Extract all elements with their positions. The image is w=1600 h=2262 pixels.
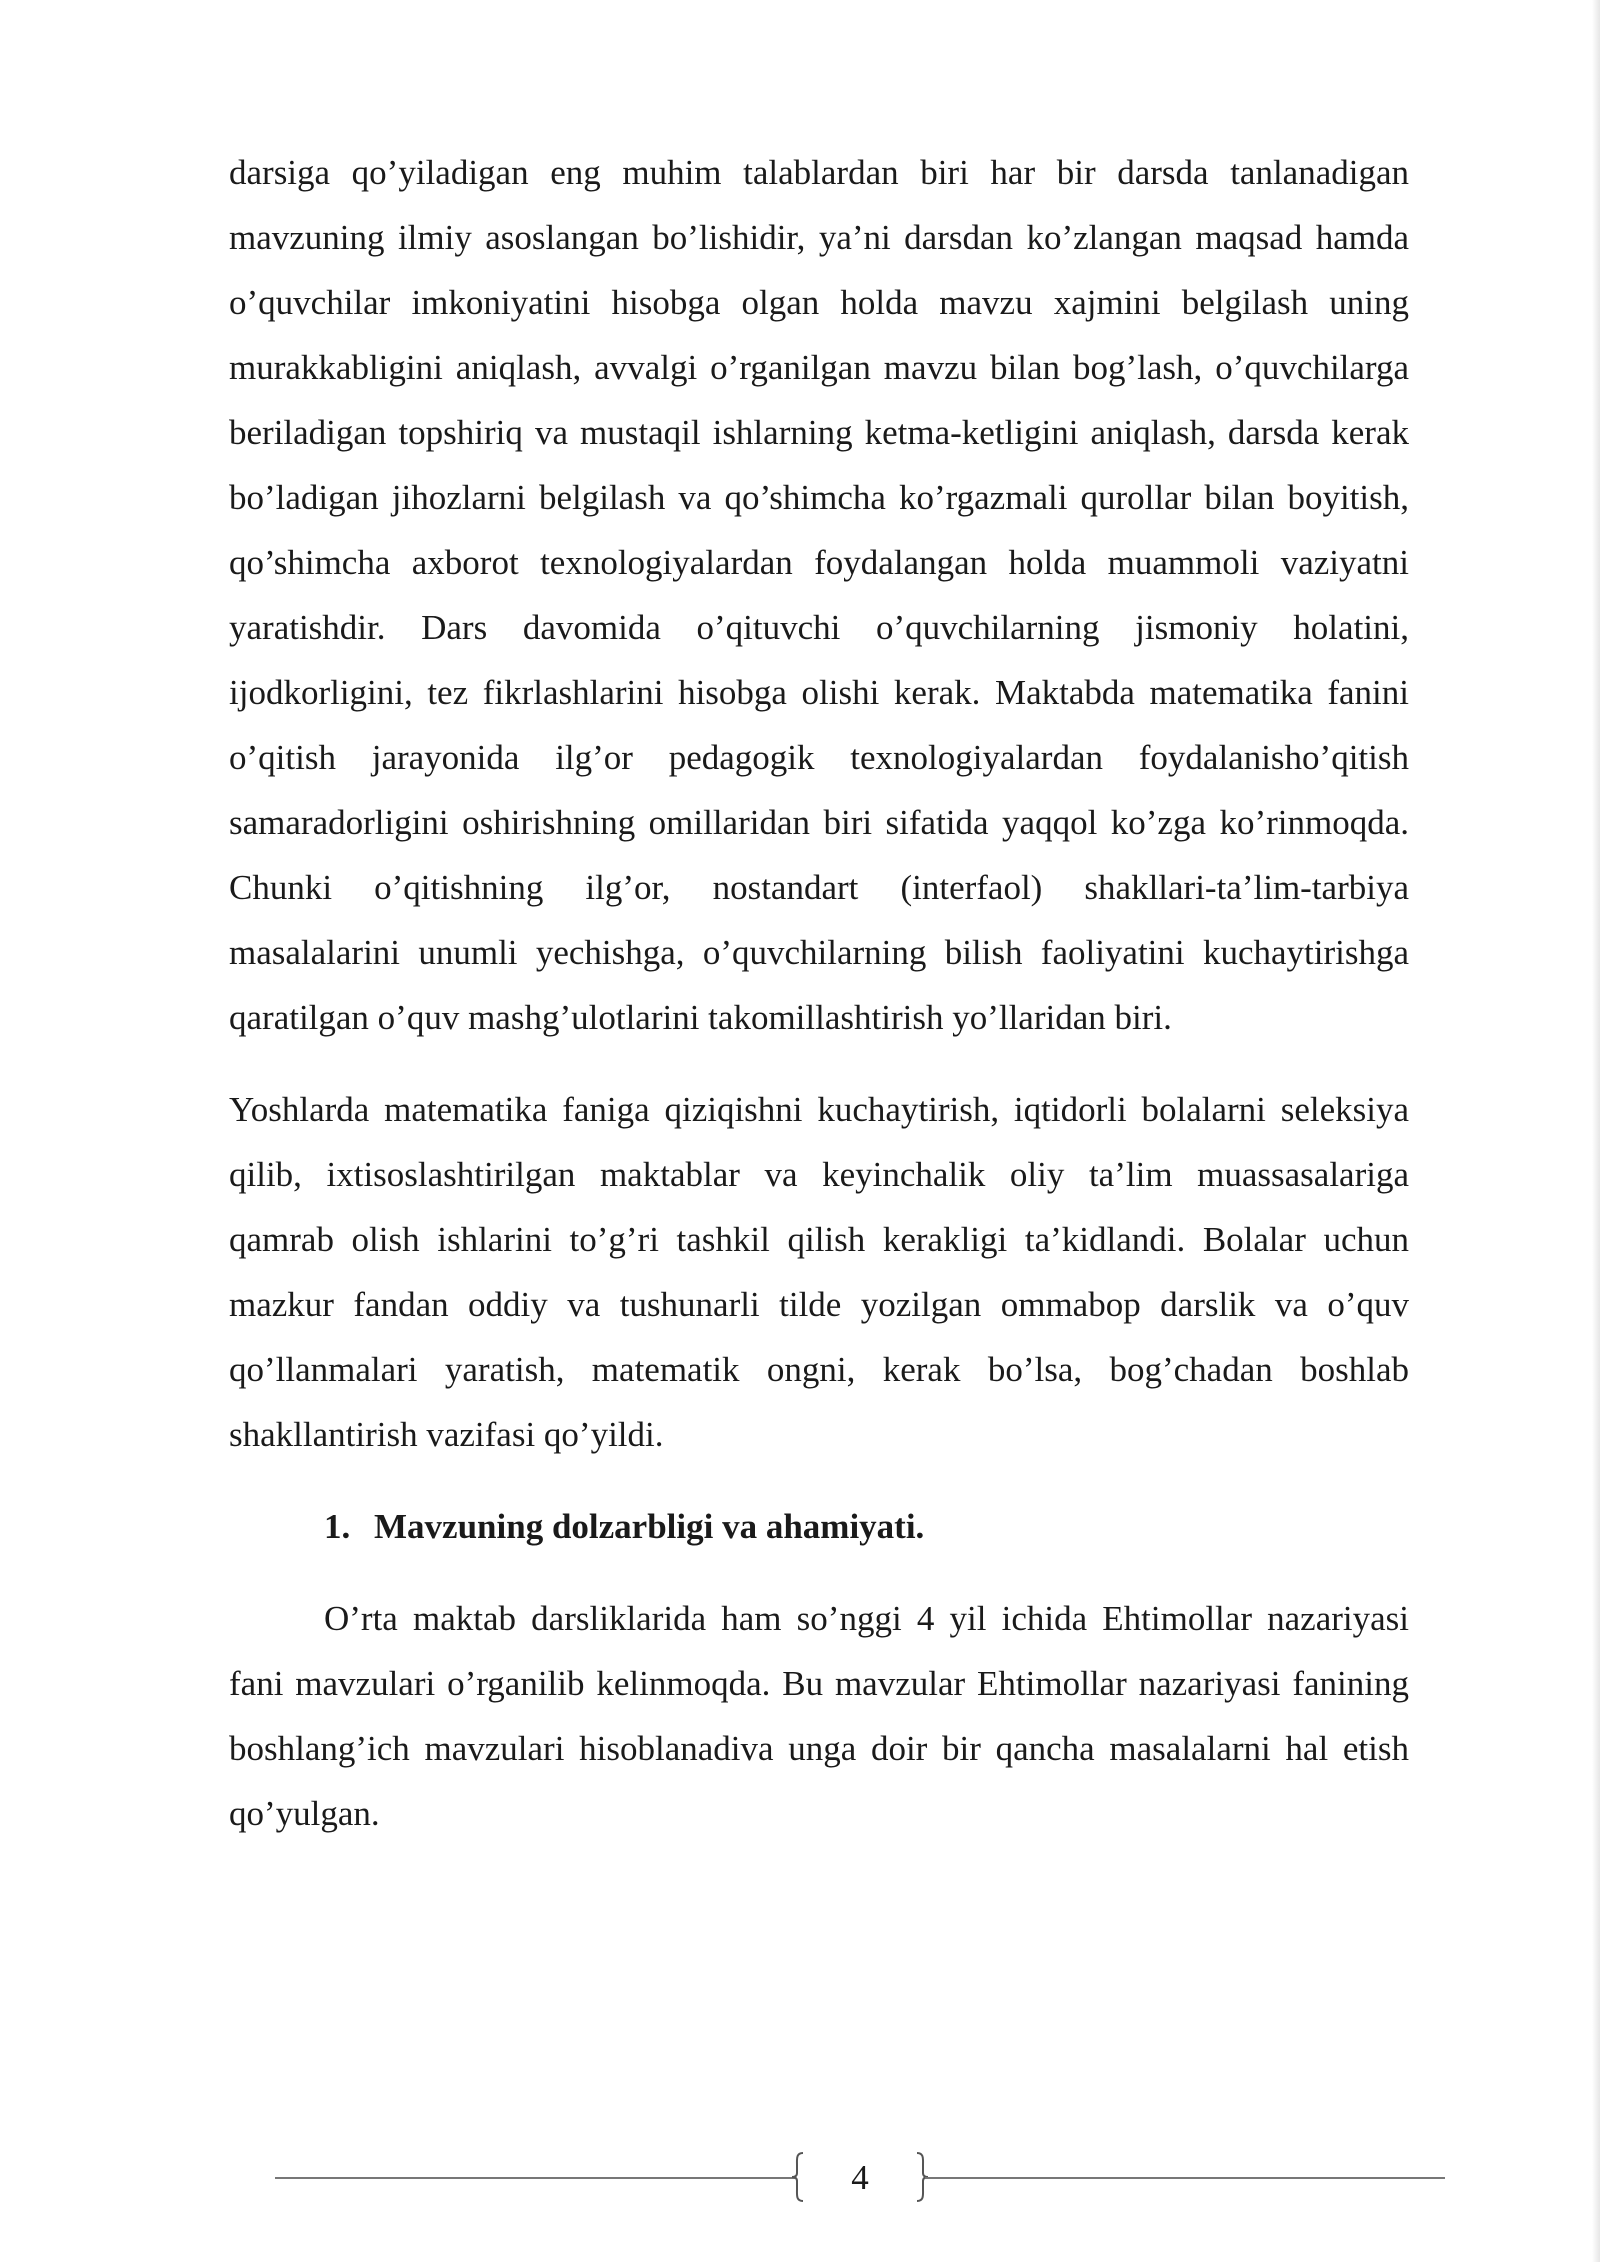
document-body	[229, 140, 1409, 1846]
body-paragraph-2: Yoshlarda matematika faniga qiziqishni kuchaytirish, iqtidorli bolalarni seleksiya qilib, ixtisoslashtirilgan maktablar va keyinchalik oliy ta’lim muassasalariga qamrab olish ishlarini to’g’ri tashkil qilish kerakligi ta’kidlandi. Bolalar uchun mazkur fandan oddiy va tushunarli tilde yozilgan ommabop darslik va o’quv qo’llanmalari yaratish, matematik ongni, kerak bo’lsa, bog’chadan boshlab shakllantirish vazifasi qo’yildi.	[229, 1090, 1409, 1454]
section-paragraph: O’rta maktab darsliklarida ham so’nggi 4 yil ichida Ehtimollar nazariyasi fani mavzulari o’rganilib kelinmoqda. Bu mavzular Ehtimollar nazariyasi fanining boshlang’ich mavzulari hisoblanadiva unga doir bir qancha masalalarni hal etish qo’yulgan.	[229, 1599, 1409, 1833]
section-heading-text: Mavzuning dolzarbligi va ahamiyati.	[374, 1507, 925, 1546]
section-heading	[229, 1494, 1409, 1559]
page-number: 4	[851, 2158, 869, 2197]
section-heading-number: 1.	[324, 1507, 351, 1546]
page-edge-shadow	[1592, 0, 1600, 2262]
body-paragraph-1: darsiga qo’yiladigan eng muhim talablardan biri har bir darsda tanlanadigan mavzuning ilmiy asoslangan bo’lishidir, ya’ni darsdan ko’zlangan maqsad hamda o’quvchilar imkoniyatini hisobga olgan holda mavzu xajmini belgilash uning murakkabligini aniqlash, avvalgi o’rganilgan mavzu bilan bog’lash, o’quvchilarga beriladigan topshiriq va mustaqil ishlarning ketma-ketligini aniqlash, darsda kerak bo’ladigan jihozlarni belgilash va qo’shimcha ko’rgazmali qurollar bilan boyitish, qo’shimcha axborot texnologiyalardan foydalangan holda muammoli vaziyatni yaratishdir. Dars davomida o’qituvchi o’quvchilarning jismoniy holatini, ijodkorligini, tez fikrlashlarini hisobga olishi kerak. Maktabda matematika fanini o’qitish jarayonida ilg’or pedagogik texnologiyalardan foydalanisho’qitish samaradorligini oshirishning omillaridan biri sifatida yaqqol ko’zga ko’rinmoqda. Chunki o’qitishning ilg’or, nostandart (interfaol) shakllari-ta’lim-tarbiya masalalarini unumli yechishga, o’quvchilarning bilish faoliyatini kuchaytirishga qaratilgan o’quv mashg’ulotlarini takomillashtirish yo’llaridan biri.	[229, 153, 1409, 1037]
footer-rule-left	[275, 2177, 795, 2179]
page-footer	[275, 2148, 1445, 2208]
left-brace-icon	[791, 2151, 805, 2203]
footer-rule-right	[925, 2177, 1445, 2179]
